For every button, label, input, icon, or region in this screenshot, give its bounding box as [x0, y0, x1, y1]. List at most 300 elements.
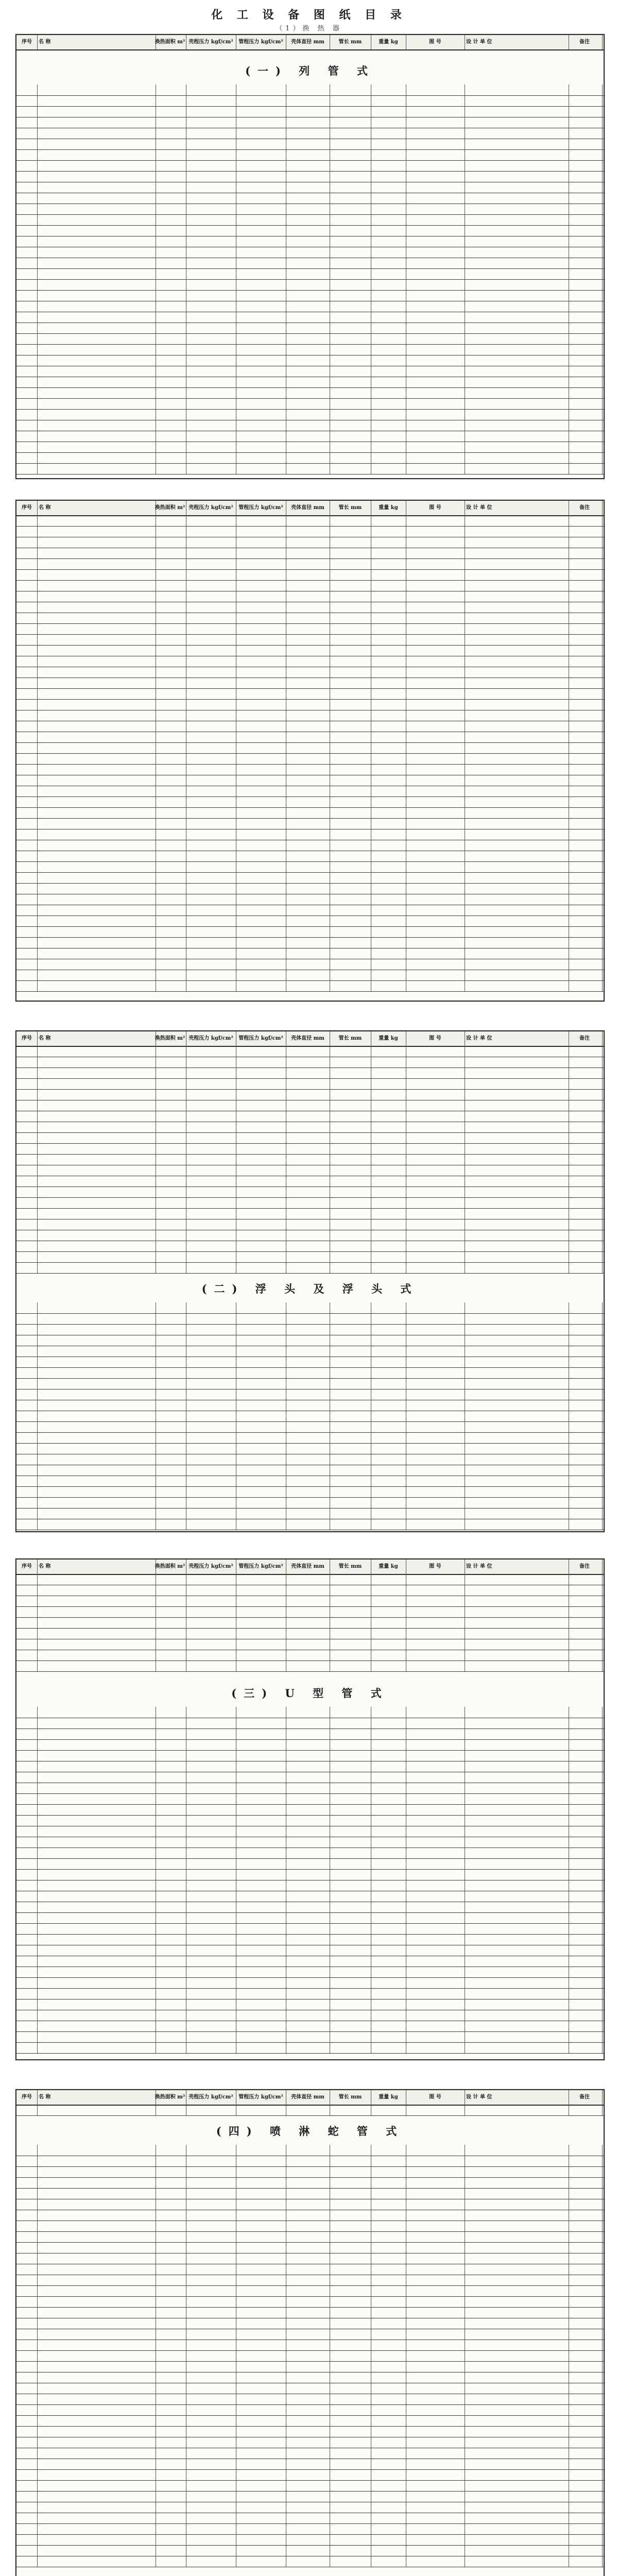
table-cell: [465, 1219, 569, 1230]
table-row: [16, 1718, 604, 1729]
table-cell: [330, 2177, 371, 2188]
table-cell: [330, 1465, 371, 1476]
table-cell: [406, 268, 465, 279]
table-cell: [371, 753, 406, 764]
table-cell: [236, 1750, 286, 1761]
table-cell: [371, 1880, 406, 1891]
table-cell: [465, 1067, 569, 1078]
table-cell: [567, 2534, 603, 2545]
table-cell: [567, 1100, 603, 1111]
table-cell: [154, 2534, 186, 2545]
table-cell: [37, 1848, 156, 1858]
table-cell: [37, 1508, 156, 1519]
table-cell: [567, 2285, 603, 2296]
table-cell: [236, 268, 286, 279]
table-cell: [286, 1967, 330, 1977]
table-cell: [16, 1977, 38, 1988]
table-cell: [37, 1956, 156, 1967]
table-cell: [186, 1739, 236, 1750]
table-cell: [406, 796, 465, 807]
table-cell: [154, 1421, 186, 1432]
table-cell: [37, 732, 156, 742]
table-cell: [37, 279, 156, 290]
table-cell: [406, 2156, 465, 2166]
table-row: [16, 1089, 604, 1100]
table-cell: [16, 2253, 38, 2264]
table-cell: [406, 355, 465, 366]
table-cell: [286, 1585, 330, 1596]
table-cell: [286, 1660, 330, 1671]
table-cell: [567, 193, 603, 204]
table-cell: [567, 1826, 603, 1837]
table-cell: [406, 1707, 465, 1718]
table-cell: [16, 775, 38, 786]
table-cell: [236, 1057, 286, 1067]
table-cell: [186, 1143, 236, 1154]
table-cell: [330, 796, 371, 807]
table-cell: [236, 2210, 286, 2221]
table-cell: [567, 323, 603, 333]
table-cell: [154, 1302, 186, 1313]
table-cell: [330, 1617, 371, 1628]
table-row: [16, 398, 604, 410]
table-cell: [154, 2231, 186, 2242]
table-cell: [154, 526, 186, 537]
table-cell: [465, 398, 569, 409]
table-cell: [236, 861, 286, 872]
table-row: [16, 526, 604, 537]
table-cell: [371, 1346, 406, 1357]
table-cell: [154, 2361, 186, 2372]
table-cell: [186, 2307, 236, 2318]
table-cell: [330, 225, 371, 236]
table-cell: [286, 2285, 330, 2296]
table-cell: [330, 1707, 371, 1718]
table-cell: [567, 1718, 603, 1728]
table-cell: [154, 786, 186, 796]
table-cell: [37, 2010, 156, 2021]
table-cell: [465, 959, 569, 970]
table-cell: [16, 1815, 38, 1826]
table-cell: [371, 1858, 406, 1869]
table-cell: [286, 2177, 330, 2188]
table-cell: [465, 2199, 569, 2210]
table-cell: [286, 149, 330, 160]
table-cell: [371, 182, 406, 193]
table-cell: [186, 1465, 236, 1476]
table-cell: [567, 2523, 603, 2534]
table-cell: [371, 548, 406, 558]
table-cell: [186, 796, 236, 807]
table-cell: [330, 1132, 371, 1143]
table-cell: [371, 1046, 406, 1057]
table-cell: [236, 1891, 286, 1902]
table-cell: [330, 1367, 371, 1378]
table-cell: [286, 2394, 330, 2404]
table-header-row: [16, 35, 604, 50]
table-cell: [567, 2275, 603, 2285]
column-header: 设 计 单 位: [465, 1031, 569, 1046]
table-cell: [567, 2145, 603, 2156]
table-cell: [16, 279, 38, 290]
table-cell: [371, 398, 406, 409]
column-header: 重量 kg: [371, 1560, 406, 1574]
table-cell: [330, 1628, 371, 1639]
table-cell: [37, 1067, 156, 1078]
table-cell: [567, 1999, 603, 2010]
table-cell: [406, 2372, 465, 2383]
table-cell: [236, 1262, 286, 1273]
table-cell: [186, 753, 236, 764]
table-cell: [406, 182, 465, 193]
table-cell: [154, 602, 186, 613]
table-cell: [16, 2415, 38, 2426]
table-cell: [154, 2031, 186, 2042]
table-cell: [371, 1486, 406, 1497]
table-cell: [37, 1891, 156, 1902]
table-cell: [465, 95, 569, 106]
table-row: [16, 1508, 604, 1519]
table-cell: [465, 420, 569, 431]
table-cell: [16, 2556, 38, 2567]
table-cell: [330, 2221, 371, 2231]
table-cell: [236, 1999, 286, 2010]
table-cell: [154, 117, 186, 128]
table-cell: [567, 431, 603, 442]
table-cell: [186, 840, 236, 851]
table-cell: [567, 980, 603, 991]
table-cell: [330, 775, 371, 786]
table-cell: [465, 591, 569, 602]
table-cell: [286, 1122, 330, 1132]
table-cell: [371, 1067, 406, 1078]
table-cell: [186, 1400, 236, 1411]
table-cell: [330, 2010, 371, 2021]
table-cell: [286, 2210, 330, 2221]
table-cell: [154, 1443, 186, 1454]
table-cell: [186, 786, 236, 796]
table-cell: [567, 667, 603, 677]
table-cell: [286, 1241, 330, 1251]
table-cell: [286, 2307, 330, 2318]
table-cell: [406, 2021, 465, 2031]
table-row: [16, 688, 604, 700]
table-cell: [406, 688, 465, 699]
table-cell: [465, 1357, 569, 1367]
table-cell: [37, 818, 156, 829]
table-cell: [154, 149, 186, 160]
table-cell: [236, 710, 286, 721]
table-cell: [330, 1346, 371, 1357]
table-cell: [16, 1187, 38, 1197]
table-cell: [186, 861, 236, 872]
table-cell: [406, 1793, 465, 1804]
table-cell: [371, 268, 406, 279]
table-cell: [186, 1378, 236, 1389]
table-cell: [186, 1606, 236, 1617]
table-cell: [186, 1815, 236, 1826]
table-cell: [286, 312, 330, 323]
table-cell: [371, 1335, 406, 1346]
table-cell: [286, 710, 330, 721]
table-cell: [330, 2264, 371, 2275]
table-cell: [236, 149, 286, 160]
table-sheet: [15, 34, 605, 479]
table-cell: [186, 1793, 236, 1804]
table-cell: [37, 1707, 156, 1718]
table-cell: [330, 1793, 371, 1804]
table-cell: [16, 1596, 38, 1606]
table-cell: [286, 2426, 330, 2437]
table-cell: [16, 2021, 38, 2031]
table-cell: [371, 937, 406, 948]
table-cell: [186, 1176, 236, 1187]
table-cell: [154, 268, 186, 279]
table-cell: [236, 1772, 286, 1783]
table-cell: [236, 840, 286, 851]
table-cell: [567, 1089, 603, 1100]
table-cell: [406, 2404, 465, 2415]
table-cell: [16, 2031, 38, 2042]
table-cell: [465, 1519, 569, 1530]
table-cell: [286, 2188, 330, 2199]
table-cell: [186, 1454, 236, 1465]
table-cell: [330, 1046, 371, 1057]
table-cell: [186, 1650, 236, 1660]
table-cell: [406, 149, 465, 160]
table-cell: [154, 753, 186, 764]
table-cell: [186, 883, 236, 894]
table-cell: [406, 2426, 465, 2437]
table-cell: [567, 117, 603, 128]
table-row: [16, 1750, 604, 1761]
table-cell: [16, 1067, 38, 1078]
table-cell: [286, 171, 330, 182]
column-header: 备注: [567, 35, 603, 49]
table-cell: [371, 2210, 406, 2221]
table-cell: [465, 602, 569, 613]
table-cell: [286, 117, 330, 128]
table-cell: [16, 580, 38, 591]
table-cell: [406, 420, 465, 431]
table-cell: [16, 1945, 38, 1956]
table-cell: [37, 558, 156, 569]
table-cell: [371, 916, 406, 926]
table-cell: [406, 786, 465, 796]
table-cell: [286, 2404, 330, 2415]
table-cell: [330, 1815, 371, 1826]
table-cell: [371, 1628, 406, 1639]
table-cell: [567, 290, 603, 301]
table-cell: [465, 1432, 569, 1443]
table-cell: [286, 387, 330, 398]
table-cell: [37, 1869, 156, 1880]
table-cell: [371, 1728, 406, 1739]
table-row: [16, 2480, 604, 2492]
table-cell: [37, 2361, 156, 2372]
table-cell: [37, 1815, 156, 1826]
table-cell: [154, 312, 186, 323]
table-cell: [186, 1421, 236, 1432]
table-cell: [330, 1197, 371, 1208]
table-cell: [330, 463, 371, 474]
table-cell: [186, 1067, 236, 1078]
table-cell: [465, 1078, 569, 1089]
table-cell: [406, 580, 465, 591]
table-cell: [16, 1132, 38, 1143]
table-cell: [406, 1057, 465, 1067]
table-cell: [236, 463, 286, 474]
table-cell: [236, 442, 286, 452]
table-cell: [154, 656, 186, 667]
table-cell: [286, 1324, 330, 1335]
table-cell: [286, 160, 330, 171]
table-cell: [154, 2042, 186, 2053]
table-cell: [154, 1934, 186, 1945]
table-cell: [236, 1902, 286, 1912]
table-row: [16, 117, 604, 128]
table-cell: [37, 861, 156, 872]
table-cell: [186, 2264, 236, 2275]
table-cell: [154, 2285, 186, 2296]
table-cell: [406, 2415, 465, 2426]
table-cell: [465, 1241, 569, 1251]
table-row: [16, 1988, 604, 1999]
table-cell: [286, 279, 330, 290]
table-cell: [406, 1628, 465, 1639]
table-row: [16, 1606, 604, 1618]
table-cell: [371, 1999, 406, 2010]
table-cell: [330, 2491, 371, 2502]
table-cell: [286, 290, 330, 301]
table-cell: [37, 1476, 156, 1486]
table-cell: [186, 247, 236, 258]
table-cell: [330, 258, 371, 268]
table-cell: [236, 355, 286, 366]
table-cell: [236, 829, 286, 840]
table-cell: [406, 214, 465, 225]
table-cell: [186, 1639, 236, 1650]
table-cell: [154, 431, 186, 442]
table-cell: [16, 1486, 38, 1497]
table-cell: [330, 1761, 371, 1772]
table-cell: [16, 2437, 38, 2448]
table-cell: [406, 1176, 465, 1187]
table-cell: [567, 558, 603, 569]
table-cell: [286, 1302, 330, 1313]
table-cell: [16, 1739, 38, 1750]
table-cell: [16, 1707, 38, 1718]
table-cell: [236, 387, 286, 398]
table-sheet: [15, 2089, 605, 2576]
table-cell: [371, 1176, 406, 1187]
table-cell: [567, 1650, 603, 1660]
table-cell: [330, 431, 371, 442]
table-cell: [186, 656, 236, 667]
table-cell: [567, 258, 603, 268]
table-cell: [286, 1089, 330, 1100]
table-row: [16, 2105, 604, 2116]
table-cell: [286, 2534, 330, 2545]
table-cell: [154, 139, 186, 149]
table-cell: [406, 1346, 465, 1357]
column-header: 备注: [567, 1031, 603, 1046]
table-cell: [186, 558, 236, 569]
table-cell: [567, 526, 603, 537]
table-cell: [186, 301, 236, 312]
table-cell: [186, 1241, 236, 1251]
table-row: [16, 1596, 604, 1607]
table-cell: [406, 807, 465, 818]
table-cell: [186, 1617, 236, 1628]
table-cell: [154, 1793, 186, 1804]
table-cell: [286, 2437, 330, 2448]
table-cell: [37, 2296, 156, 2307]
table-cell: [567, 916, 603, 926]
table-row: [16, 204, 604, 215]
table-cell: [465, 905, 569, 916]
table-cell: [37, 840, 156, 851]
table-cell: [465, 312, 569, 323]
document-subtitle: （1）换 热 器: [276, 25, 342, 32]
table-cell: [37, 1596, 156, 1606]
table-row: [16, 1313, 604, 1325]
table-row: [16, 2350, 604, 2362]
table-cell: [371, 247, 406, 258]
table-cell: [37, 268, 156, 279]
table-cell: [406, 1208, 465, 1219]
table-cell: [236, 2469, 286, 2480]
table-cell: [37, 894, 156, 905]
table-cell: [37, 149, 156, 160]
table-row: [16, 807, 604, 819]
table-cell: [465, 2221, 569, 2231]
table-cell: [236, 1208, 286, 1219]
table-cell: [371, 463, 406, 474]
table-cell: [330, 1999, 371, 2010]
table-cell: [37, 1176, 156, 1187]
table-cell: [330, 2199, 371, 2210]
table-cell: [154, 2145, 186, 2156]
table-cell: [37, 721, 156, 732]
table-cell: [236, 667, 286, 677]
table-cell: [37, 1346, 156, 1357]
table-cell: [567, 732, 603, 742]
table-cell: [567, 1519, 603, 1530]
table-cell: [154, 452, 186, 463]
table-cell: [37, 1389, 156, 1400]
table-cell: [286, 2545, 330, 2556]
table-cell: [286, 2231, 330, 2242]
table-cell: [567, 2448, 603, 2459]
table-cell: [286, 2242, 330, 2253]
table-cell: [37, 312, 156, 323]
table-cell: [371, 1432, 406, 1443]
table-cell: [465, 1465, 569, 1476]
table-row: [16, 753, 604, 765]
table-cell: [236, 225, 286, 236]
table-cell: [236, 2253, 286, 2264]
table-cell: [406, 569, 465, 580]
column-header: 图 号: [406, 501, 465, 515]
table-cell: [236, 2010, 286, 2021]
table-cell: [567, 883, 603, 894]
table-cell: [330, 2394, 371, 2404]
column-header: 管长 mm: [330, 2090, 371, 2105]
table-cell: [154, 764, 186, 775]
table-cell: [37, 2480, 156, 2491]
table-cell: [236, 1389, 286, 1400]
